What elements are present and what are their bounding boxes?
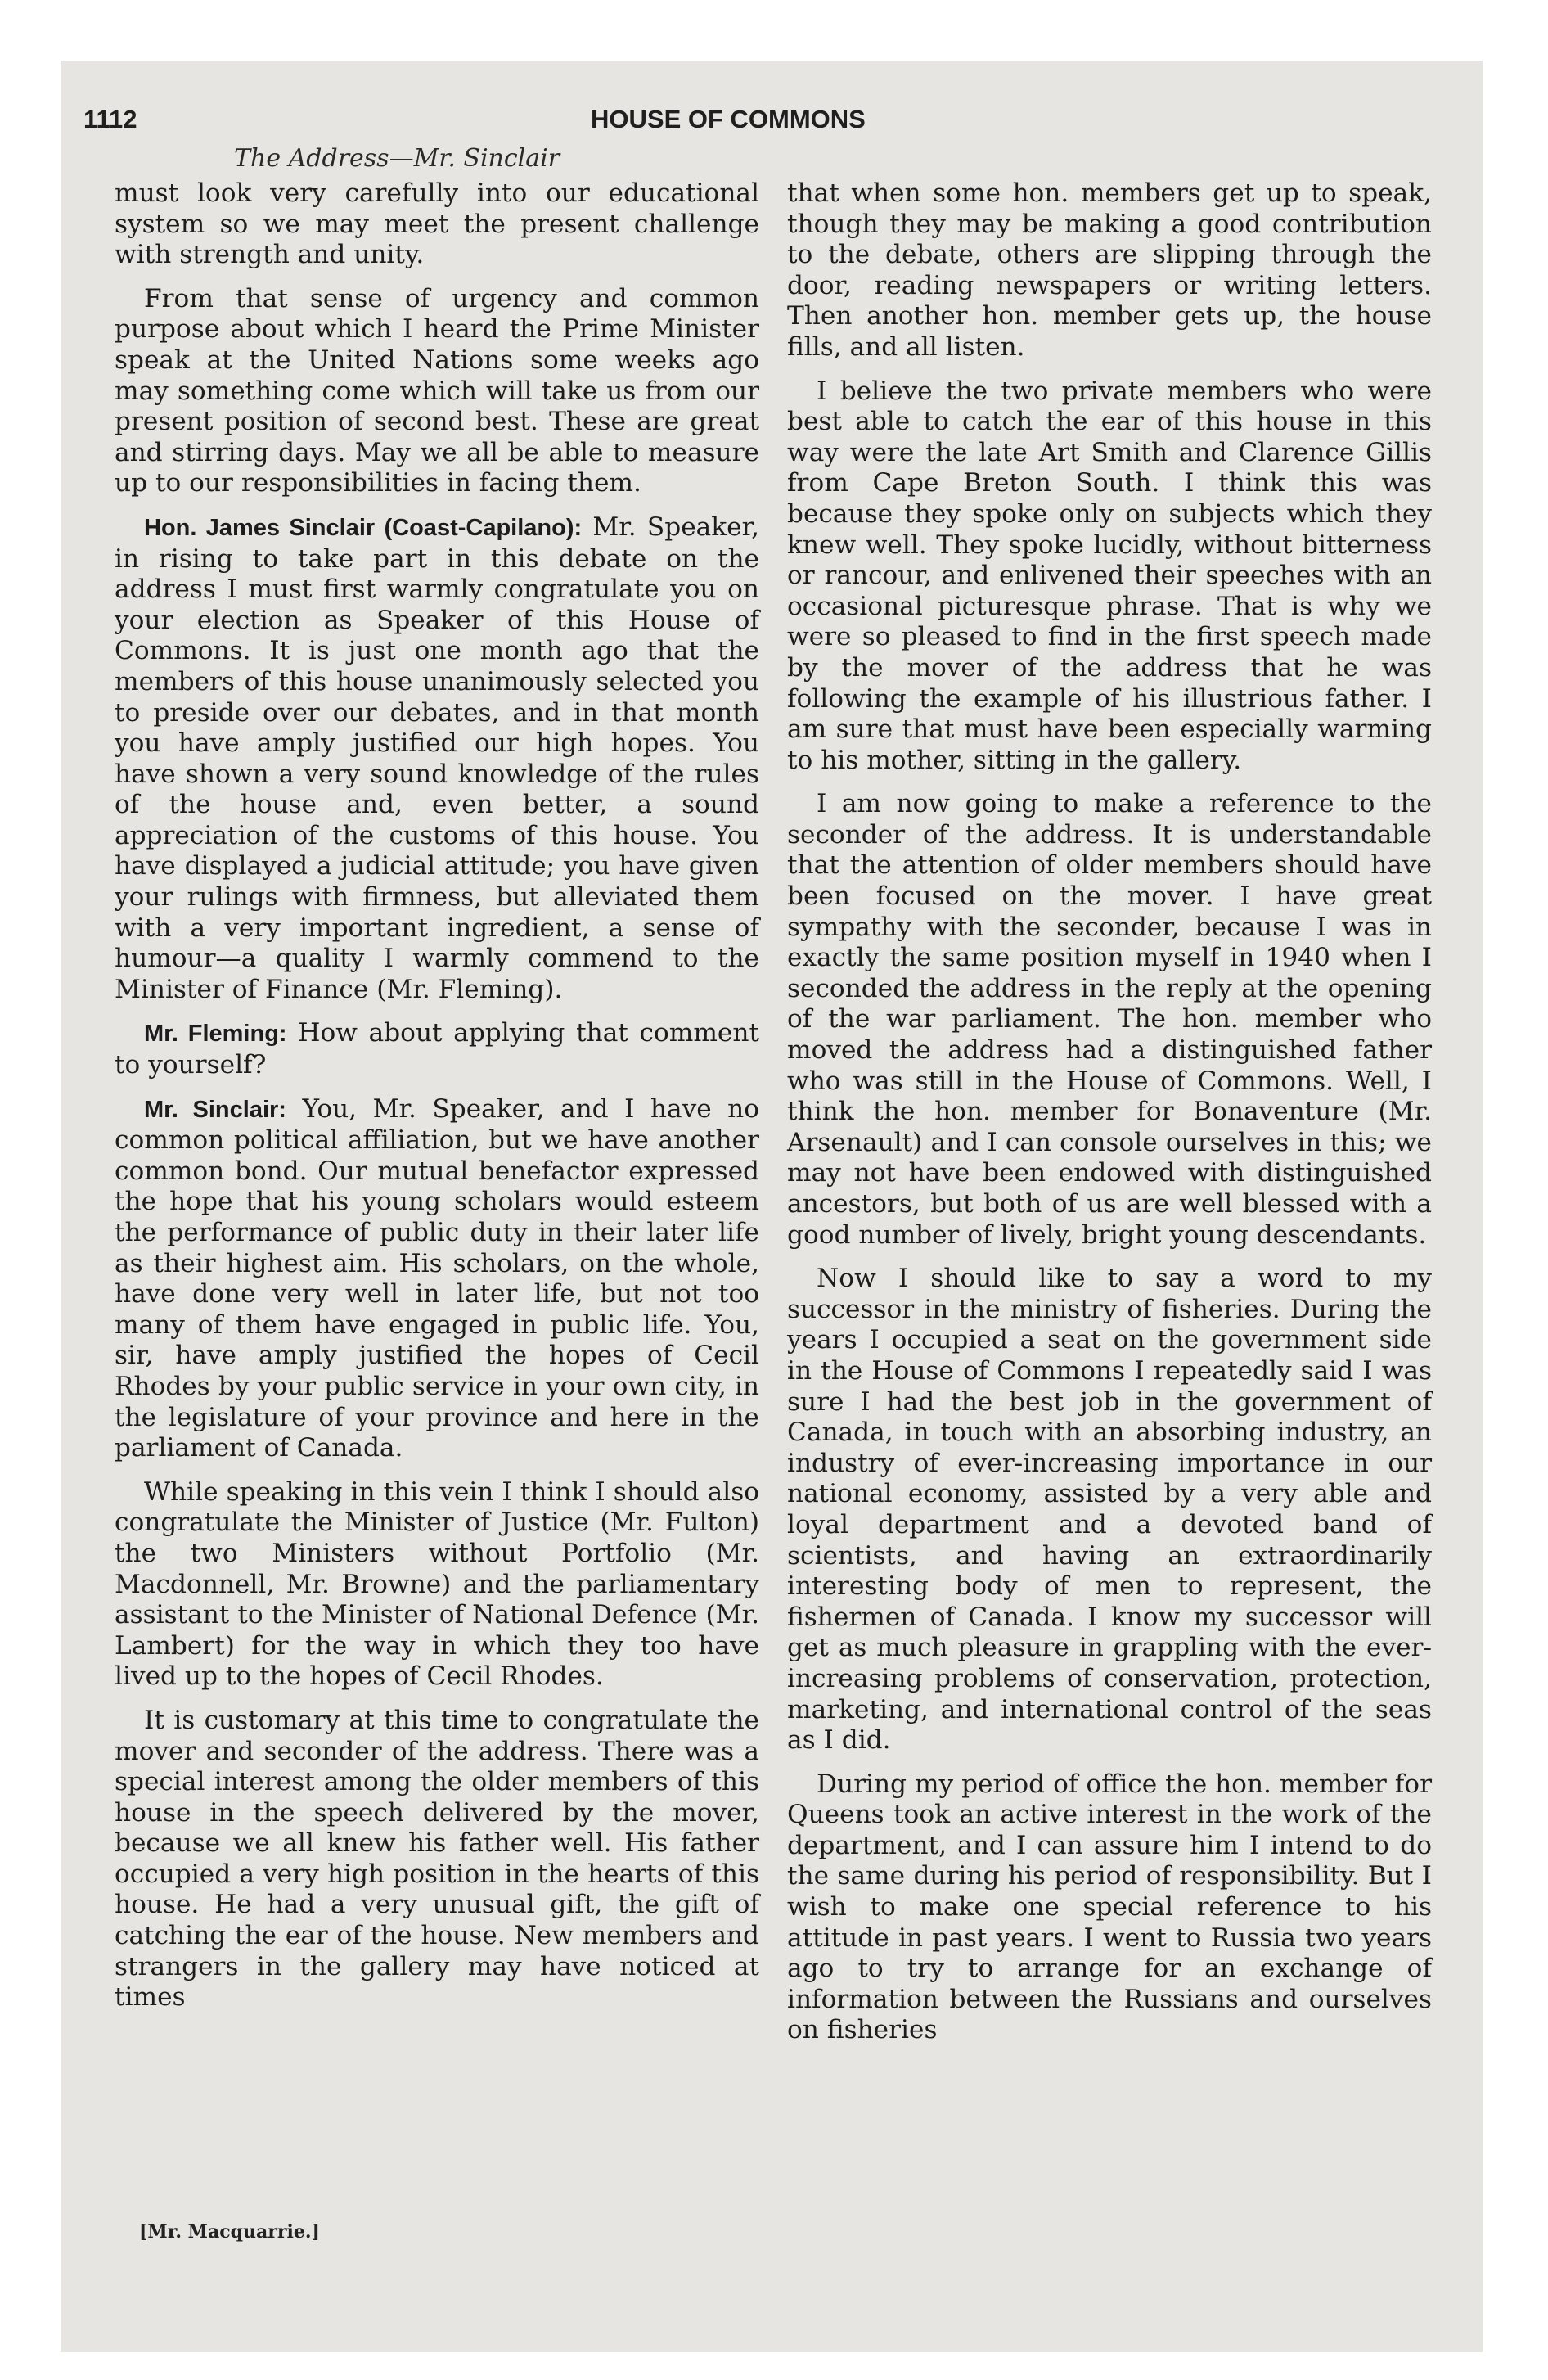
paragraph: I believe the two private members who were best able to catch the ear of this house in this way were the late Art Smith and Clarence Gillis from Cape Breton South. I think this was because they spoke only on subjects which they knew well. They spoke lucidly, without bitterness or rancour, and enlivened their speeches with an occasional picturesque phrase. That is why we were so pleased to find in the first speech made by the mover of the address that he was following the example of his illustrious father. I am sure that must have been especially warming to his mother, sitting in the gallery. <box>787 376 1432 775</box>
speech-paragraph <box>115 1018 759 1080</box>
paragraph: It is customary at this time to congratulate the mover and seconder of the address. There was a special interest among the older members of this house in the speech delivered by the mover, because we all knew his father well. His father occupied a very high position in the hearts of this house. He had a very unusual gift, the gift of catching the ear of the house. New members and strangers in the gallery may have noticed at times <box>115 1705 759 2013</box>
speaker-name: Mr. Fleming: <box>144 1021 287 1048</box>
paragraph: I am now going to make a reference to the seconder of the address. It is understandable that the attention of older members should have been focused on the mover. I have great sympathy with the seconder, because I was in exactly the same position myself in 1940 when I seconded the address in the reply at the opening of the war parliament. The hon. member who moved the address had a distinguished father who was still in the House of Commons. Well, I think the hon. member for Bonaventure (Mr. Arsenault) and I can console ourselves in this; we may not have been endowed with distinguished ancestors, but both of us are well blessed with a good number of lively, bright young descendants. <box>787 789 1432 1250</box>
paragraph: that when some hon. members get up to speak, though they may be making a good contribution to the debate, others are slipping through the door, reading newspapers or writing letters. Then another hon. member gets up, the house fills, and all listen. <box>787 178 1432 362</box>
speech-text: You, Mr. Speaker, and I have no common political affiliation, but we have another common bond. Our mutual benefactor expressed the hope that his young scholars would esteem the performance of public duty in their later life as their highest aim. His scholars, on the whole, have done very well in later life, but not too many of them have engaged in public life. You, sir, have amply justified the hopes of Cecil Rhodes by your public service in your own city, in the legislature of your province and here in the parliament of Canada. <box>115 1093 759 1463</box>
paragraph: must look very carefully into our educational system so we may meet the present challenge with strength and unity. <box>115 178 759 270</box>
paragraph: During my period of office the hon. member for Queens took an active interest in the work of the department, and I can assure him I intend to do the same during his period of responsibility. But I wish to make one special reference to his attitude in past years. I went to Russia two years ago to try to arrange for an exchange of information between the Russians and ourselves on fisheries <box>787 1769 1432 2045</box>
paragraph: Now I should like to say a word to my successor in the ministry of fisheries. During the years I occupied a seat on the government side in the House of Commons I repeatedly said I was sure I had the best job in the government of Canada, in touch with an absorbing industry, an industry of ever-increasing importance in our national economy, assisted by a very able and loyal department and a devoted band of scientists, and having an extraordinarily interesting body of men to represent, the fishermen of Canada. I know my successor will get as much pleasure in grappling with the ever-increasing problems of conservation, protection, marketing, and international control of the seas as I did. <box>787 1264 1432 1756</box>
page-number: 1112 <box>83 105 137 133</box>
running-title: HOUSE OF COMMONS <box>591 105 866 133</box>
left-column <box>115 178 759 2026</box>
speech-paragraph <box>115 1094 759 1464</box>
speaker-name: Mr. Sinclair: <box>144 1096 286 1123</box>
speech-paragraph <box>115 512 759 1006</box>
paragraph: From that sense of urgency and common purpose about which I heard the Prime Minister speak at the United Nations some weeks ago may something come which will take us from our present position of second best. These are great and stirring days. May we all be able to measure up to our responsibilities in facing them. <box>115 283 759 498</box>
right-column <box>787 178 1432 2059</box>
speaker-name: Hon. James Sinclair (Coast-Capilano): <box>144 514 583 541</box>
speech-text: Mr. Speaker, in rising to take part in this debate on the address I must first warmly congratulate you on your election as Speaker of this House of Commons. It is just one month ago that the members of this house unanimously selected you to preside over our debates, and in that month you have amply justified our high hopes. You have shown a very sound knowledge of the rules of the house and, even better, a sound appreciation of the customs of this house. You have displayed a judicial attitude; you have given your rulings with firmness, but alleviated them with a very important ingredient, a sense of humour—a quality I warmly commend to the Minister of Finance (Mr. Fleming). <box>115 512 760 1004</box>
footer-speaker-reference: [Mr. Macquarrie.] <box>139 2221 320 2243</box>
speech-text: How about applying that comment to yourself? <box>115 1018 759 1080</box>
section-subtitle: The Address—Mr. Sinclair <box>234 144 560 173</box>
paragraph: While speaking in this vein I think I should also congratulate the Minister of Justice (Mr. Fulton) the two Ministers without Portfolio (Mr. Macdonnell, Mr. Browne) and the parliamentary assistant to the Minister of National Defence (Mr. Lambert) for the way in which they too have lived up to the hopes of Cecil Rhodes. <box>115 1476 759 1692</box>
